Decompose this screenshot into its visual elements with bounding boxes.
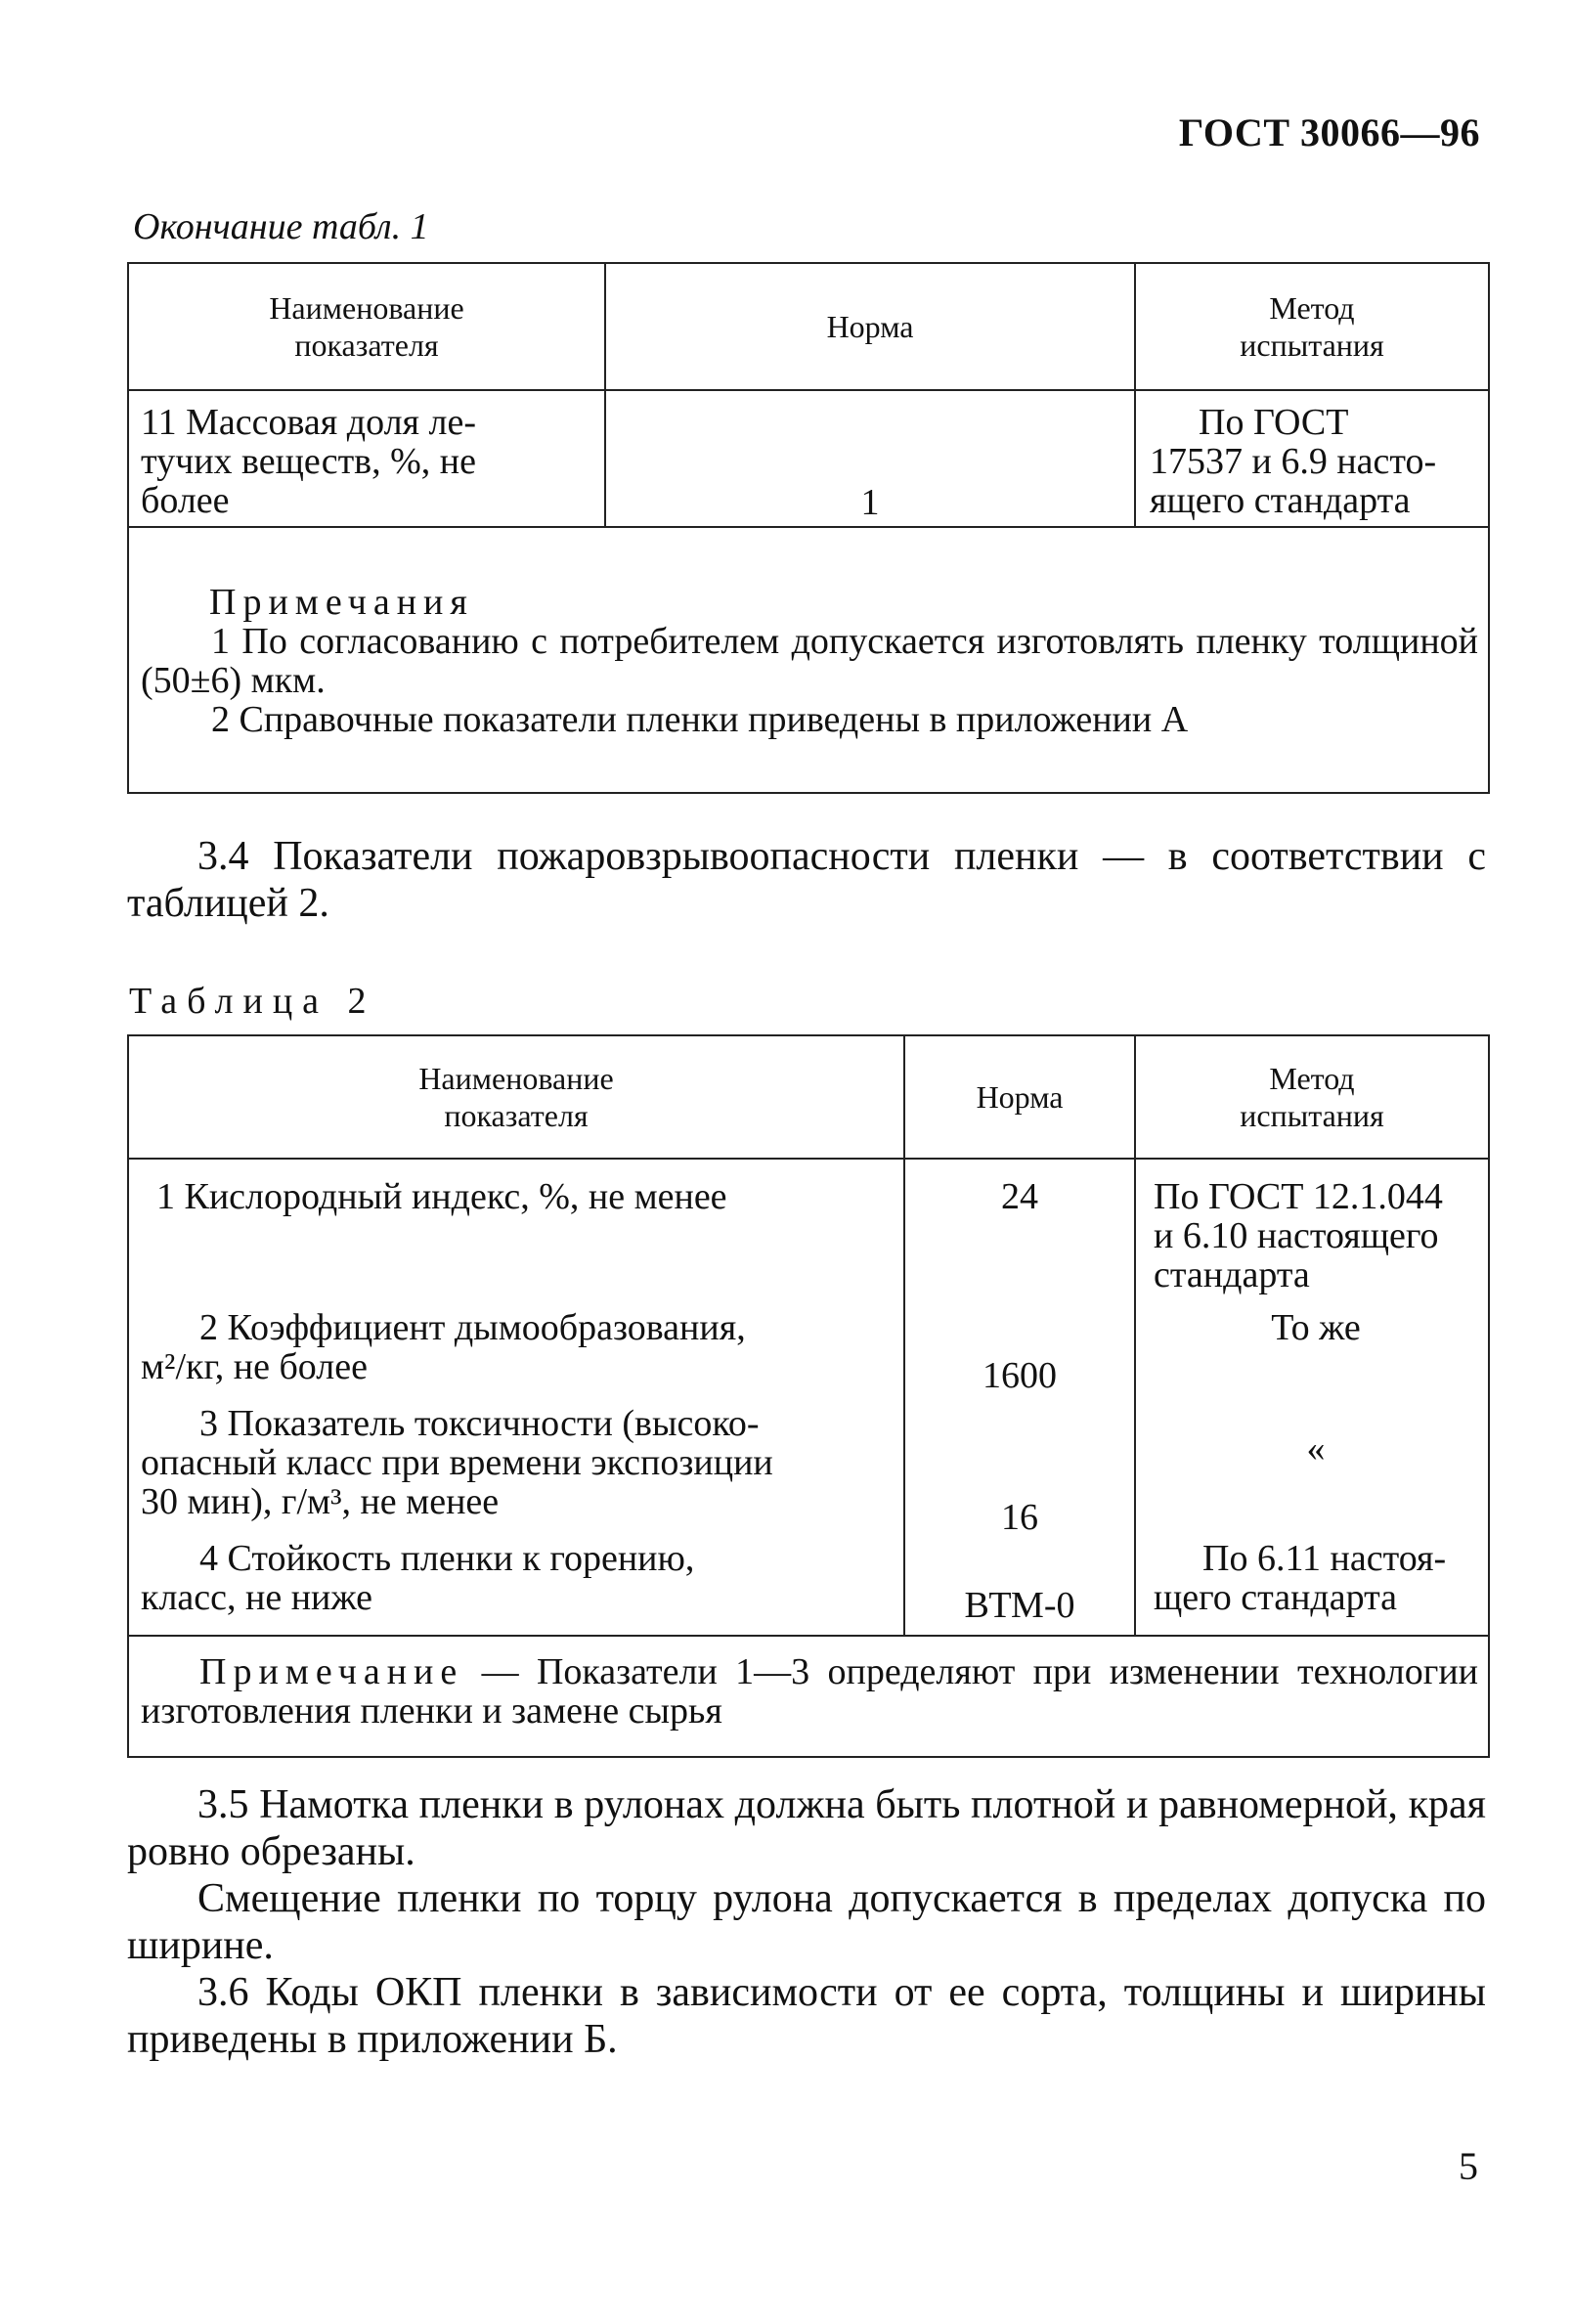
table1-cell-name <box>128 390 605 527</box>
row3-name <box>141 1404 894 1539</box>
row2-norm <box>905 1308 1134 1404</box>
header-line: испытания <box>1240 1098 1384 1133</box>
header-line: показателя <box>444 1098 589 1133</box>
row3-method <box>1154 1404 1478 1539</box>
paragraph-3-6: 3.6 Коды ОКП пленки в зависимости от ее сорта, толщины и ширины приведены в приложении Б. <box>127 1970 1486 2062</box>
note-2: 2 Справочные показатели пленки приведены в приложении А <box>211 699 1189 740</box>
header-line: испытания <box>1240 328 1384 363</box>
row1-name <box>141 1177 894 1308</box>
table1-header-name <box>128 263 605 390</box>
cell-line: более <box>141 480 230 521</box>
table-2 <box>127 1034 1490 1758</box>
table2-column-norm <box>904 1159 1135 1636</box>
header-line: Наименование <box>269 290 464 326</box>
header-line: Метод <box>1269 290 1355 326</box>
cell-line: щего стандарта <box>1154 1577 1398 1618</box>
table2-header-method <box>1135 1035 1489 1159</box>
table1-header-row <box>128 263 1489 390</box>
row2-name <box>141 1308 894 1404</box>
cell-line: и 6.10 настоящего <box>1154 1215 1439 1256</box>
cell-line: По ГОСТ 12.1.044 <box>1154 1176 1443 1217</box>
table2-column-method <box>1135 1159 1489 1636</box>
table1-header-method <box>1135 263 1489 390</box>
cell-line: 17537 и 6.9 насто- <box>1150 441 1437 482</box>
cell-line: То же <box>1271 1307 1361 1348</box>
cell-line: 30 мин), г/м³, не менее <box>141 1481 500 1522</box>
table2-note-row <box>128 1636 1489 1757</box>
table2-header-row <box>128 1035 1489 1159</box>
row2-method <box>1154 1308 1478 1404</box>
header-line: показателя <box>294 328 439 363</box>
table2-column-name <box>128 1159 904 1636</box>
table1-header-norm: Норма <box>605 263 1135 390</box>
cell-line: ящего стандарта <box>1150 480 1411 521</box>
cell-line: По ГОСТ <box>1199 402 1349 443</box>
table1-cell-method <box>1135 390 1489 527</box>
row4-norm <box>905 1539 1134 1625</box>
table1-cell-norm: 1 <box>605 390 1135 527</box>
header-line: Метод <box>1269 1061 1355 1096</box>
table1-caption: Окончание табл. 1 <box>133 206 429 247</box>
paragraph-3-5-continued: Смещение пленки по торцу рулона допускается в пределах допуска по ширине. <box>127 1876 1486 1968</box>
cell-line: класс, не ниже <box>141 1577 373 1618</box>
header-line: Наименование <box>418 1061 614 1096</box>
cell-line: м²/кг, не более <box>141 1346 368 1387</box>
cell-line: 3 Показатель токсичности (высоко- <box>199 1403 760 1444</box>
cell-line: 1 Кислородный индекс, %, не менее <box>156 1176 727 1217</box>
table1-notes-row <box>128 527 1489 793</box>
cell-line: 4 Стойкость пленки к горению, <box>199 1538 695 1579</box>
table-1 <box>127 262 1490 794</box>
cell-line: По 6.11 настоя- <box>1202 1538 1447 1579</box>
paragraph-3-4: 3.4 Показатели пожаровзрывоопасности пленки — в соответствии с таблицей 2. <box>127 834 1486 926</box>
table2-header-name <box>128 1035 904 1159</box>
cell-line: опасный класс при времени экспозиции <box>141 1442 773 1483</box>
table2-note <box>128 1636 1489 1757</box>
cell-line: стандарта <box>1154 1254 1310 1295</box>
row1-method <box>1154 1177 1478 1308</box>
table1-notes <box>128 527 1489 793</box>
cell-line: 2 Коэффициент дымообразования, <box>199 1307 746 1348</box>
note-1: 1 По согласованию с потребителем допускается изготовлять пленку толщиной (50±6) мкм. <box>141 621 1478 701</box>
row1-norm: 24 <box>1001 1176 1038 1217</box>
row4-method <box>1154 1539 1478 1617</box>
cell-line: « <box>1306 1428 1326 1469</box>
row4-name <box>141 1539 894 1617</box>
table2-header-norm: Норма <box>904 1035 1135 1159</box>
table2-caption: Таблица 2 <box>129 981 376 1022</box>
norm-value: ВТМ-0 <box>964 1585 1075 1626</box>
norm-value: 1600 <box>982 1355 1057 1396</box>
cell-line: 11 Массовая доля ле- <box>141 402 477 443</box>
cell-line: тучих веществ, %, не <box>141 441 476 482</box>
note-text: — Показатели 1—3 определяют при изменении технологии изготовления пленки и замене сырья <box>141 1651 1478 1732</box>
norm-value: 16 <box>1001 1497 1038 1538</box>
table2-body-row <box>128 1159 1489 1636</box>
row3-norm <box>905 1404 1134 1539</box>
table1-row <box>128 390 1489 527</box>
notes-title: Примечания <box>209 582 474 623</box>
paragraph-3-5: 3.5 Намотка пленки в рулонах должна быть плотной и равномерной, края ровно обрезаны. <box>127 1782 1486 1874</box>
note-label: Примечание <box>199 1651 464 1692</box>
document-code: ГОСТ 30066—96 <box>1178 110 1480 154</box>
page-number: 5 <box>1459 2144 1478 2188</box>
